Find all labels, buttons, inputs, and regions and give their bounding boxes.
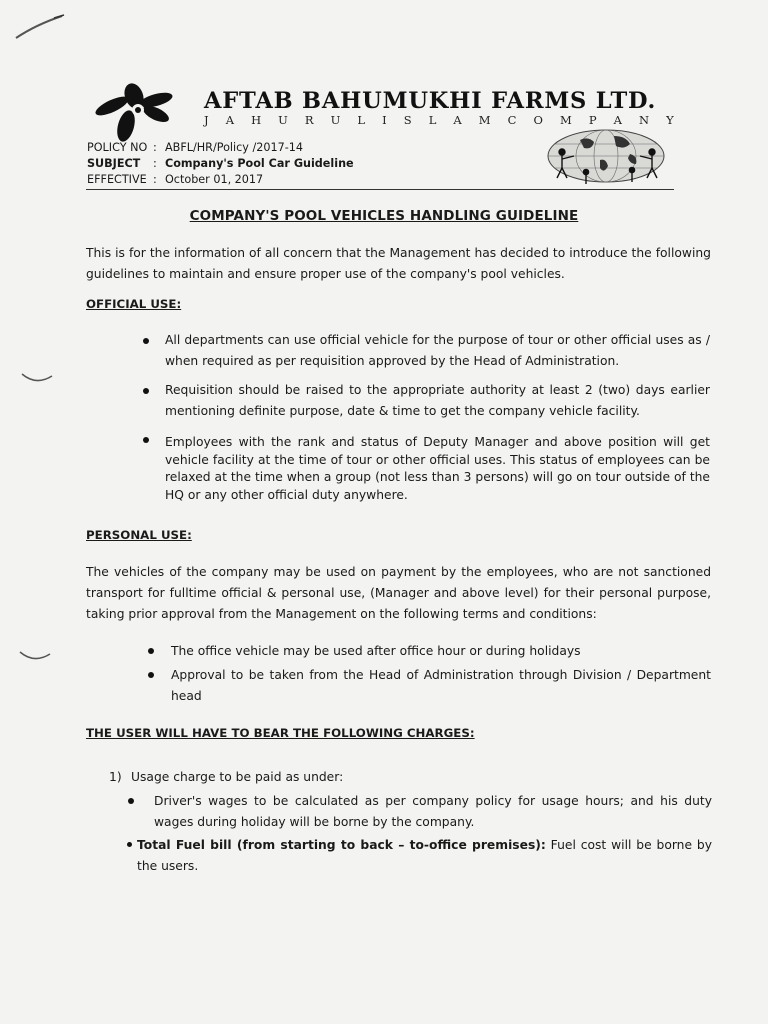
company-subtitle-letter: P [588,113,597,127]
company-subtitle-letter: J [204,113,209,127]
charges-sub-bullet-2 [137,835,712,877]
bullet-icon [143,338,149,344]
meta-row [87,172,354,188]
meta-row [87,156,354,172]
official-bullet-1: All departments can use official vehicle for the purpose of tour or other official uses as / when required as per requisition approved by the Head of Administration. [165,333,710,368]
meta-colon: : [153,157,157,170]
company-subtitle-letter: I [382,113,387,127]
bullet-icon [127,842,132,847]
personal-bullet-1: The office vehicle may be used after office hour or during holidays [171,644,581,658]
company-logo-icon [86,78,182,144]
personal-bullet-2: Approval to be taken from the Head of Administration through Division / Department head [171,668,711,703]
meta-colon: : [153,173,157,186]
pen-mark-scribble [14,12,66,42]
company-subtitle-letter: U [330,113,341,127]
company-subtitle-letter: S [403,113,412,127]
meta-row [87,140,354,156]
company-name: AFTAB BAHUMUKHI FARMS LTD. [204,88,657,114]
meta-value: ABFL/HR/Policy /2017-14 [165,141,303,154]
company-subtitle-letter: M [559,113,572,127]
company-subtitle-letter: A [225,113,234,127]
meta-label: POLICY NO [87,141,148,154]
company-subtitle-letter: A [453,113,462,127]
personal-use-paragraph: The vehicles of the company may be used on payment by the employees, who are not sanctioned transport for fulltime official & personal use, (Manager and above level) for their personal purpose, taking prior approval from the Management on the following terms and conditions: [86,565,711,621]
company-subtitle [204,113,674,127]
policy-meta-block [87,140,354,188]
bullet-icon [148,648,154,654]
company-subtitle-letter: U [278,113,288,127]
document-title: COMPANY'S POOL VEHICLES HANDLING GUIDELINE [189,208,579,224]
header-divider [86,189,674,190]
bullet-icon [143,388,149,394]
bullet-icon [128,798,134,804]
punch-hole-mark [18,646,54,666]
meta-colon: : [153,141,157,154]
company-subtitle-letter: N [639,113,650,127]
charges-sub-bullet-1: Driver's wages to be calculated as per company policy for usage hours; and his duty wages during holiday will be borne by the company. [154,794,712,829]
globe-people-icon [540,126,670,188]
company-subtitle-letter: H [251,113,262,127]
company-subtitle-letter: L [428,113,437,127]
company-subtitle-letter: C [507,113,517,127]
company-subtitle-letter: M [478,113,491,127]
personal-use-heading: PERSONAL USE: [86,528,192,542]
meta-value: Company's Pool Car Guideline [165,157,354,170]
official-bullet-3: Employees with the rank and status of Deputy Manager and above position will get vehicle facility at the time of tour or other official uses. This status of employees can be relaxed at the time when a group (not less than 3 persons) will go on tour outside of the HQ or any other official duty anywhere. [165,435,710,502]
meta-label: SUBJECT [87,157,141,170]
bullet-icon [148,672,154,678]
charges-item-number: 1) [109,770,122,784]
fuel-bill-label: Total Fuel bill (from starting to back – to-office premises): [137,838,546,852]
intro-paragraph: This is for the information of all concern that the Management has decided to introduce the following guidelines to maintain and ensure proper use of the company's pool vehicles. [86,246,711,281]
company-subtitle-letter: O [533,113,543,127]
official-bullet-2: Requisition should be raised to the appropriate authority at least 2 (two) days earlier mentioning definite purpose, date & time to get the company vehicle facility. [165,383,710,418]
charges-item-text: Usage charge to be paid as under: [131,770,344,784]
fuel-bill-text: Fuel cost will be borne by the users. [137,838,712,873]
company-subtitle-letter: Y [666,113,674,127]
official-use-heading: OFFICIAL USE: [86,297,182,311]
meta-value: October 01, 2017 [165,173,264,186]
bullet-icon [143,437,149,443]
company-subtitle-letter: L [357,113,366,127]
meta-label: EFFECTIVE [87,173,147,186]
charges-heading: THE USER WILL HAVE TO BEAR THE FOLLOWING CHARGES: [86,726,475,740]
company-subtitle-letter: A [613,113,622,127]
company-subtitle-letter: R [304,113,314,127]
punch-hole-mark [20,366,56,386]
